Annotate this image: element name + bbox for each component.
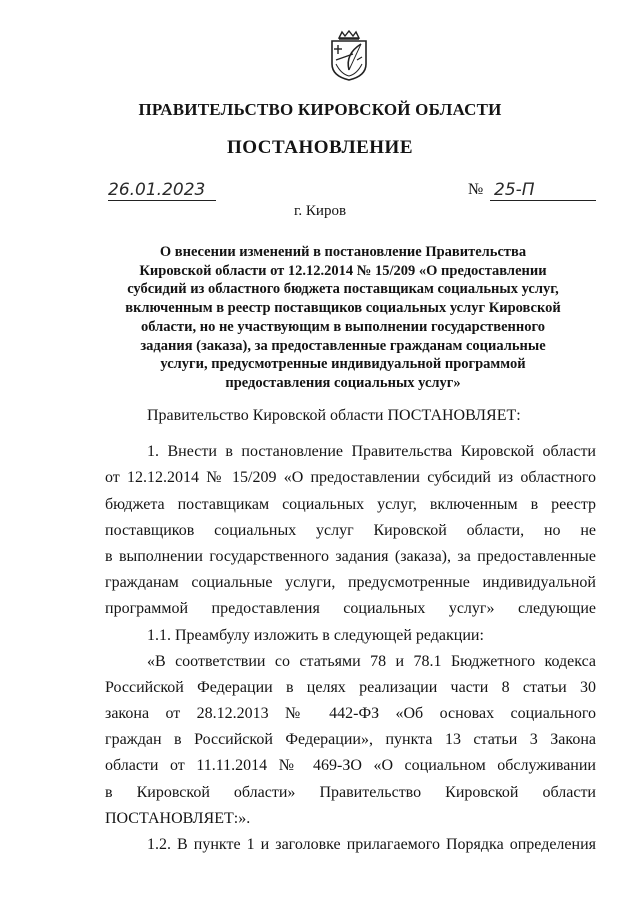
body-line: Российской Федерации в целях реализации части 8 статьи 30	[105, 678, 596, 696]
kirov-region-coat-of-arms-icon	[327, 30, 371, 82]
document-city: г. Киров	[293, 203, 347, 219]
body-line: ПОСТАНОВЛЯЕТ:».	[105, 809, 251, 827]
document-date: 26.01.2023	[108, 180, 216, 201]
heading-line: субсидий из областного бюджета поставщикам социальных услуг,	[127, 281, 559, 298]
body-line: гражданам социальные услуги, предусмотренные индивидуальной	[105, 574, 596, 592]
document-type-title: ПОСТАНОВЛЕНИЕ	[226, 137, 414, 158]
heading-line: области, но не участвующим в выполнении государственного	[141, 318, 545, 335]
body-line: области от 11.11.2014 № 469-ЗО «О социальном обслуживании	[105, 757, 596, 775]
body-line: от 12.12.2014 № 15/209 «О предоставлении субсидий из областного	[105, 469, 596, 487]
heading-line: задания (заказа), за предоставленные гражданам социальные	[140, 337, 546, 354]
heading-line: услуги, предусмотренные индивидуальной программой	[160, 356, 526, 373]
body-line: программой предоставления социальных услуг» следующие	[105, 600, 596, 618]
body-line: 1.1. Преамбулу изложить в следующей редакции:	[147, 626, 484, 644]
body-line: в Кировской области» Правительство Кировской области	[105, 783, 596, 801]
body-line: «В соответствии со статьями 78 и 78.1 Бюджетного кодекса	[147, 652, 596, 670]
heading-line: Кировской области от 12.12.2014 № 15/209 «О предоставлении	[139, 262, 547, 279]
document-number: 25-П	[490, 180, 596, 201]
heading-line: предоставления социальных услуг»	[225, 374, 461, 391]
document-body	[105, 403, 596, 858]
body-line: закона от 28.12.2013 № 442-ФЗ «Об основах социального	[105, 705, 596, 723]
heading-line: включенным в реестр поставщиков социальных услуг Кировской	[125, 300, 561, 317]
body-line: Правительство Кировской области ПОСТАНОВЛЯЕТ:	[147, 407, 521, 424]
body-line: в выполнении государственного задания (заказа), за предоставленные	[105, 547, 596, 565]
government-title: ПРАВИТЕЛЬСТВО КИРОВСКОЙ ОБЛАСТИ	[138, 100, 502, 119]
document-heading	[108, 243, 578, 393]
body-line: 1. Внести в постановление Правительства Кировской области	[147, 443, 596, 461]
body-line: 1.2. В пункте 1 и заголовке прилагаемого Порядка определения	[147, 836, 596, 853]
heading-line: О внесении изменений в постановление Правительства	[159, 244, 527, 260]
body-line: бюджета поставщикам социальных услуг, включенным в реестр	[105, 495, 596, 513]
body-line: поставщиков социальных услуг Кировской области, но не	[105, 521, 596, 539]
document-number-label: №	[468, 181, 484, 198]
body-line: граждан в Российской Федерации», пункта 13 статьи 3 Закона	[105, 731, 596, 749]
